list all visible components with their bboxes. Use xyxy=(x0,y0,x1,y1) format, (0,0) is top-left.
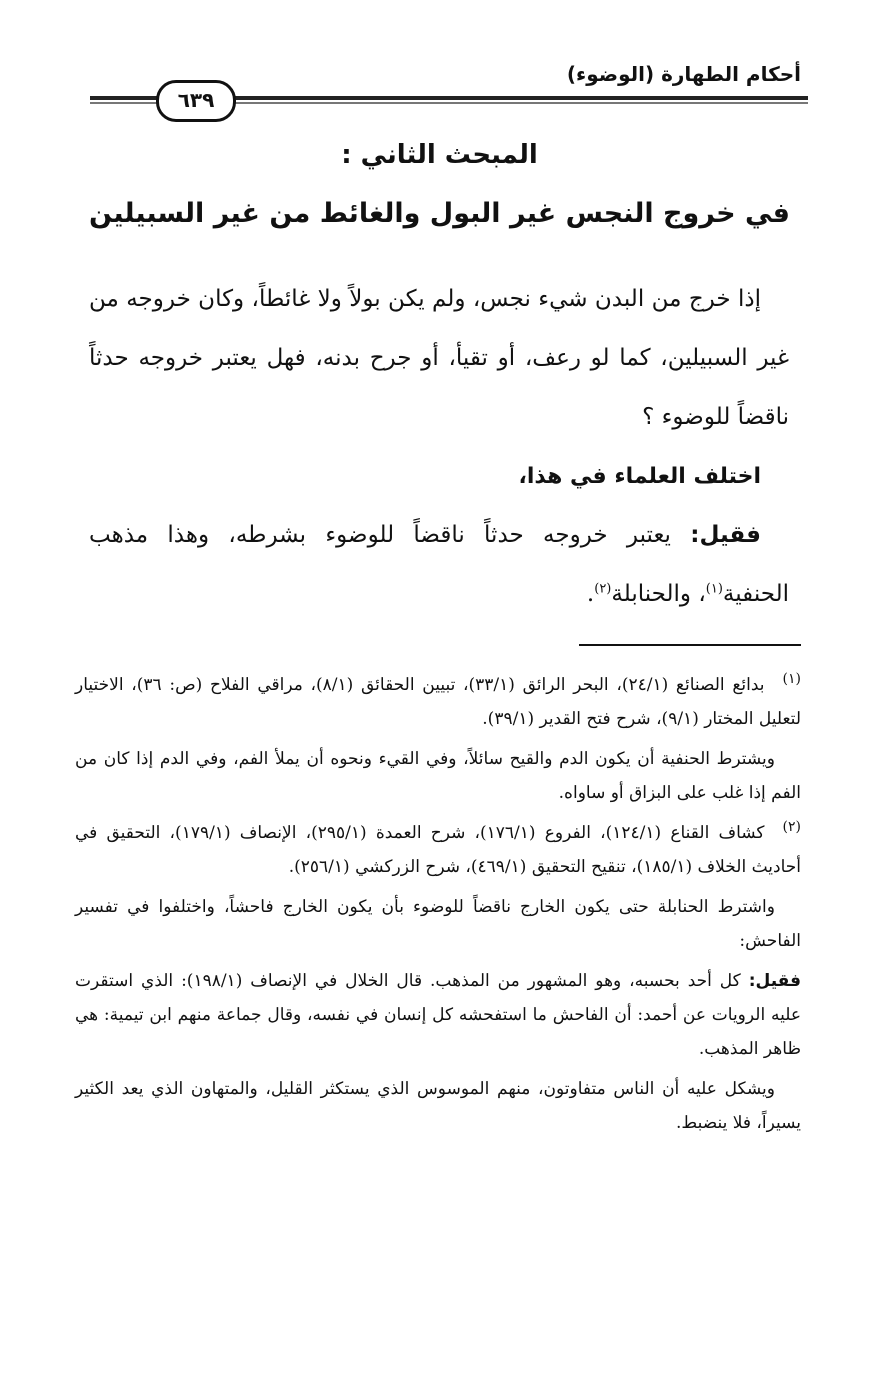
footnote-2-opinion xyxy=(75,964,801,1066)
footnote-1-number: (١) xyxy=(782,671,801,688)
paragraph-2 xyxy=(89,506,789,624)
subheading: اختلف العلماء في هذا، xyxy=(518,464,761,489)
paragraph-2-mid: ، والحنابلة xyxy=(611,581,706,607)
paragraph-1: إذا خرج من البدن شيء نجس، ولم يكن بولاً ولا غائطاً، وكان خروجه من غير السبيلين، كما لو رعف، أو تقيأ، أو جرح بدنه، فهل يعتبر خروجه حدثاً ناقضاً للوضوء ؟ xyxy=(89,286,789,430)
footnote-2-text: كشاف القناع (١٢٤/١)، الفروع (١٧٦/١)، شرح العمدة (٢٩٥/١)، الإنصاف (١٧٩/١)، التحقيق في أحاديث الخلاف (١٨٥/١)، تنقيح التحقيق (٤٦٩/١)، شرح الزركشي (٢٥٦/١). xyxy=(75,823,801,877)
footnote-1-text: بدائع الصنائع (٢٤/١)، البحر الرائق (٣٣/١)، تبيين الحقائق (٨/١)، مراقي الفلاح (ص: ٣٦)، الاختيار لتعليل المختار (٩/١)، شرح فتح القدير (٣٩/١). xyxy=(75,675,801,729)
running-header: أحكام الطهارة (الوضوء) xyxy=(566,62,801,86)
main-text xyxy=(89,270,789,624)
section-heading: المبحث الثاني : xyxy=(341,140,538,170)
page-number: ٦٣٩ xyxy=(156,80,236,122)
paragraph-2-lead: فقيل: xyxy=(690,522,761,548)
paragraph-2-end: . xyxy=(586,581,595,607)
footnotes xyxy=(75,668,801,1146)
section-title: في خروج النجس غير البول والغائط من غير السبيلين xyxy=(89,198,790,229)
footnote-2-note: واشترط الحنابلة حتى يكون الخارج ناقضاً للوضوء بأن يكون الخارج فاحشاً، واختلفوا في تفسير الفاحش: xyxy=(75,897,801,951)
footnote-ref-1[interactable]: (١) xyxy=(705,581,723,597)
footnote-2-number: (٢) xyxy=(782,819,801,836)
footnote-2-opinion-lead: فقيل: xyxy=(748,971,801,991)
paragraph-2-text: يعتبر خروجه حدثاً ناقضاً للوضوء بشرطه، وهذا مذهب الحنفية xyxy=(89,522,789,607)
footnote-separator xyxy=(579,644,801,646)
footnote-ref-2[interactable]: (٢) xyxy=(594,581,612,597)
footnote-1-note: ويشترط الحنفية أن يكون الدم والقيح سائلاً، وفي القيء ونحوه أن يملأ الفم، وفي الدم إذا كان من الفم إذا غلب على البزاق أو ساواه. xyxy=(75,749,801,803)
footnote-2-last: ويشكل عليه أن الناس متفاوتون، منهم الموسوس الذي يستكثر القليل، والمتهاون الذي يعد الكثير يسيراً، فلا ينضبط. xyxy=(75,1079,801,1133)
footnote-2 xyxy=(75,816,801,884)
footnote-2-opinion-text: كل أحد بحسبه، وهو المشهور من المذهب. قال الخلال في الإنصاف (١٩٨/١): الذي استقرت عليه الرويات عن أحمد: أن الفاحش ما استفحشه كل إنسان في نفسه، وقال جماعة منهم ابن تيمية: هي ظاهر المذهب. xyxy=(75,971,801,1059)
footnote-1 xyxy=(75,668,801,736)
